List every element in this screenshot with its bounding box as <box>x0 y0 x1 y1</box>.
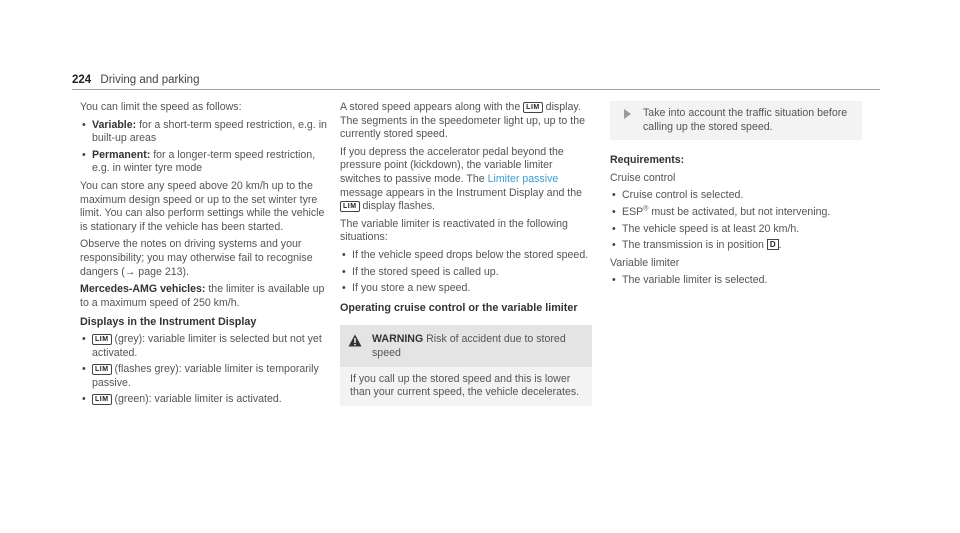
list-item: • If you store a new speed. <box>340 282 592 296</box>
variable-limiter-label: Variable limiter <box>610 256 680 269</box>
limiter-passive-link[interactable]: Limiter passive <box>487 172 559 185</box>
text-part: The transmission is in position <box>622 239 767 252</box>
amg-body: the limiter is available up to a maximum speed of 250 km/h. <box>80 283 325 309</box>
note-text: Take into account the traffic situation before calling up the stored speed. <box>643 107 848 133</box>
text-part: display flashes. <box>359 200 435 213</box>
warning-title <box>372 333 584 360</box>
list-item <box>80 149 330 176</box>
mode-text: for a short-term speed restriction, e.g. in built-up areas <box>92 118 327 145</box>
amg-text <box>80 283 330 310</box>
page-reference-link[interactable]: page 213). <box>135 265 189 278</box>
requirements-heading: Requirements: <box>610 154 685 167</box>
warning-body: If you call up the stored speed and this is lower than your current speed, the vehicle decelerates. <box>350 372 580 399</box>
page-number: 224 <box>72 74 92 86</box>
list-item: • Cruise control is selected. <box>610 189 870 203</box>
column-middle <box>340 101 592 406</box>
store-text: You can store any speed above 20 km/h up to the maximum design speed or up to the set winter tyre limit. You can also perform settings while the vehicle is stationary if the vehicle has been started. <box>80 179 325 233</box>
text-part: message appears in the Instrument Display and the <box>340 186 583 199</box>
header-divider <box>72 89 880 90</box>
lim-icon: LIM <box>92 364 112 375</box>
observe-body: Observe the notes on driving systems and your responsibility; you may otherwise fail to recognise dangers ( <box>80 238 313 278</box>
reactivated-text: The variable limiter is reactivated in the following situations: <box>340 217 568 244</box>
text-part: must be activated, but not intervening. <box>648 205 831 218</box>
mode-label: Permanent: <box>92 148 151 161</box>
list-item <box>80 393 330 407</box>
column-left <box>80 101 330 411</box>
displays-list <box>80 333 330 407</box>
lim-icon: LIM <box>340 201 360 212</box>
section-title: Driving and parking <box>100 74 200 86</box>
observe-text <box>80 238 330 279</box>
list-item <box>610 239 870 253</box>
list-item <box>80 333 330 360</box>
warning-header <box>340 325 592 366</box>
lim-icon: LIM <box>523 102 543 113</box>
cross-reference-arrow-icon: → <box>124 265 136 278</box>
note-arrow-icon <box>624 109 631 119</box>
text-part: A stored speed appears along with the <box>340 101 524 113</box>
list-item <box>80 363 330 390</box>
amg-label: Mercedes-AMG vehicles: <box>80 283 206 296</box>
display-text: (flashes grey): variable limiter is temporarily passive. <box>92 363 319 389</box>
registered-mark: ® <box>643 205 649 213</box>
reactivate-list <box>340 249 592 296</box>
lim-icon: LIM <box>92 334 112 345</box>
display-text: (grey): variable limiter is selected but not yet activated. <box>92 332 322 359</box>
warning-box <box>340 325 592 405</box>
list-item <box>610 206 870 220</box>
displays-heading: Displays in the Instrument Display <box>80 316 257 329</box>
text-part: If you depress the accelerator pedal beyond the pressure point (kickdown), the variable limiter switches to passive mode. The <box>340 145 564 185</box>
text-part: . <box>778 239 782 252</box>
lim-icon: LIM <box>92 394 112 405</box>
intro-text: You can limit the speed as follows: <box>80 101 242 113</box>
limit-modes-list <box>80 119 330 176</box>
list-item: • The variable limiter is selected. <box>610 274 870 288</box>
warning-triangle-icon <box>348 334 362 347</box>
operating-heading: Operating cruise control or the variable limiter <box>340 301 578 314</box>
limiter-requirements-list <box>610 274 870 288</box>
mode-label: Variable: <box>92 118 137 131</box>
text-part: ESP <box>622 205 644 218</box>
cruise-control-label: Cruise control <box>610 171 676 184</box>
warning-label: WARNING <box>372 333 424 346</box>
cruise-requirements-list <box>610 189 870 252</box>
list-item: • If the vehicle speed drops below the stored speed. <box>340 249 592 263</box>
text-part: display. The segments in the speedometer light up, up to the currently stored speed. <box>340 101 585 141</box>
stored-speed-text <box>340 101 592 142</box>
list-item: • The vehicle speed is at least 20 km/h. <box>610 223 870 237</box>
warning-title-text: Risk of accident due to stored speed <box>372 333 566 359</box>
list-item: • If the stored speed is called up. <box>340 266 592 280</box>
mode-text: for a longer-term speed restriction, e.g. in winter tyre mode <box>92 148 316 175</box>
display-text: (green): variable limiter is activated. <box>111 393 282 406</box>
page-header <box>72 74 199 88</box>
column-right <box>610 101 870 292</box>
gear-d-icon: D <box>767 239 779 250</box>
kickdown-text <box>340 146 592 214</box>
list-item <box>80 119 330 146</box>
note-box <box>610 101 862 140</box>
